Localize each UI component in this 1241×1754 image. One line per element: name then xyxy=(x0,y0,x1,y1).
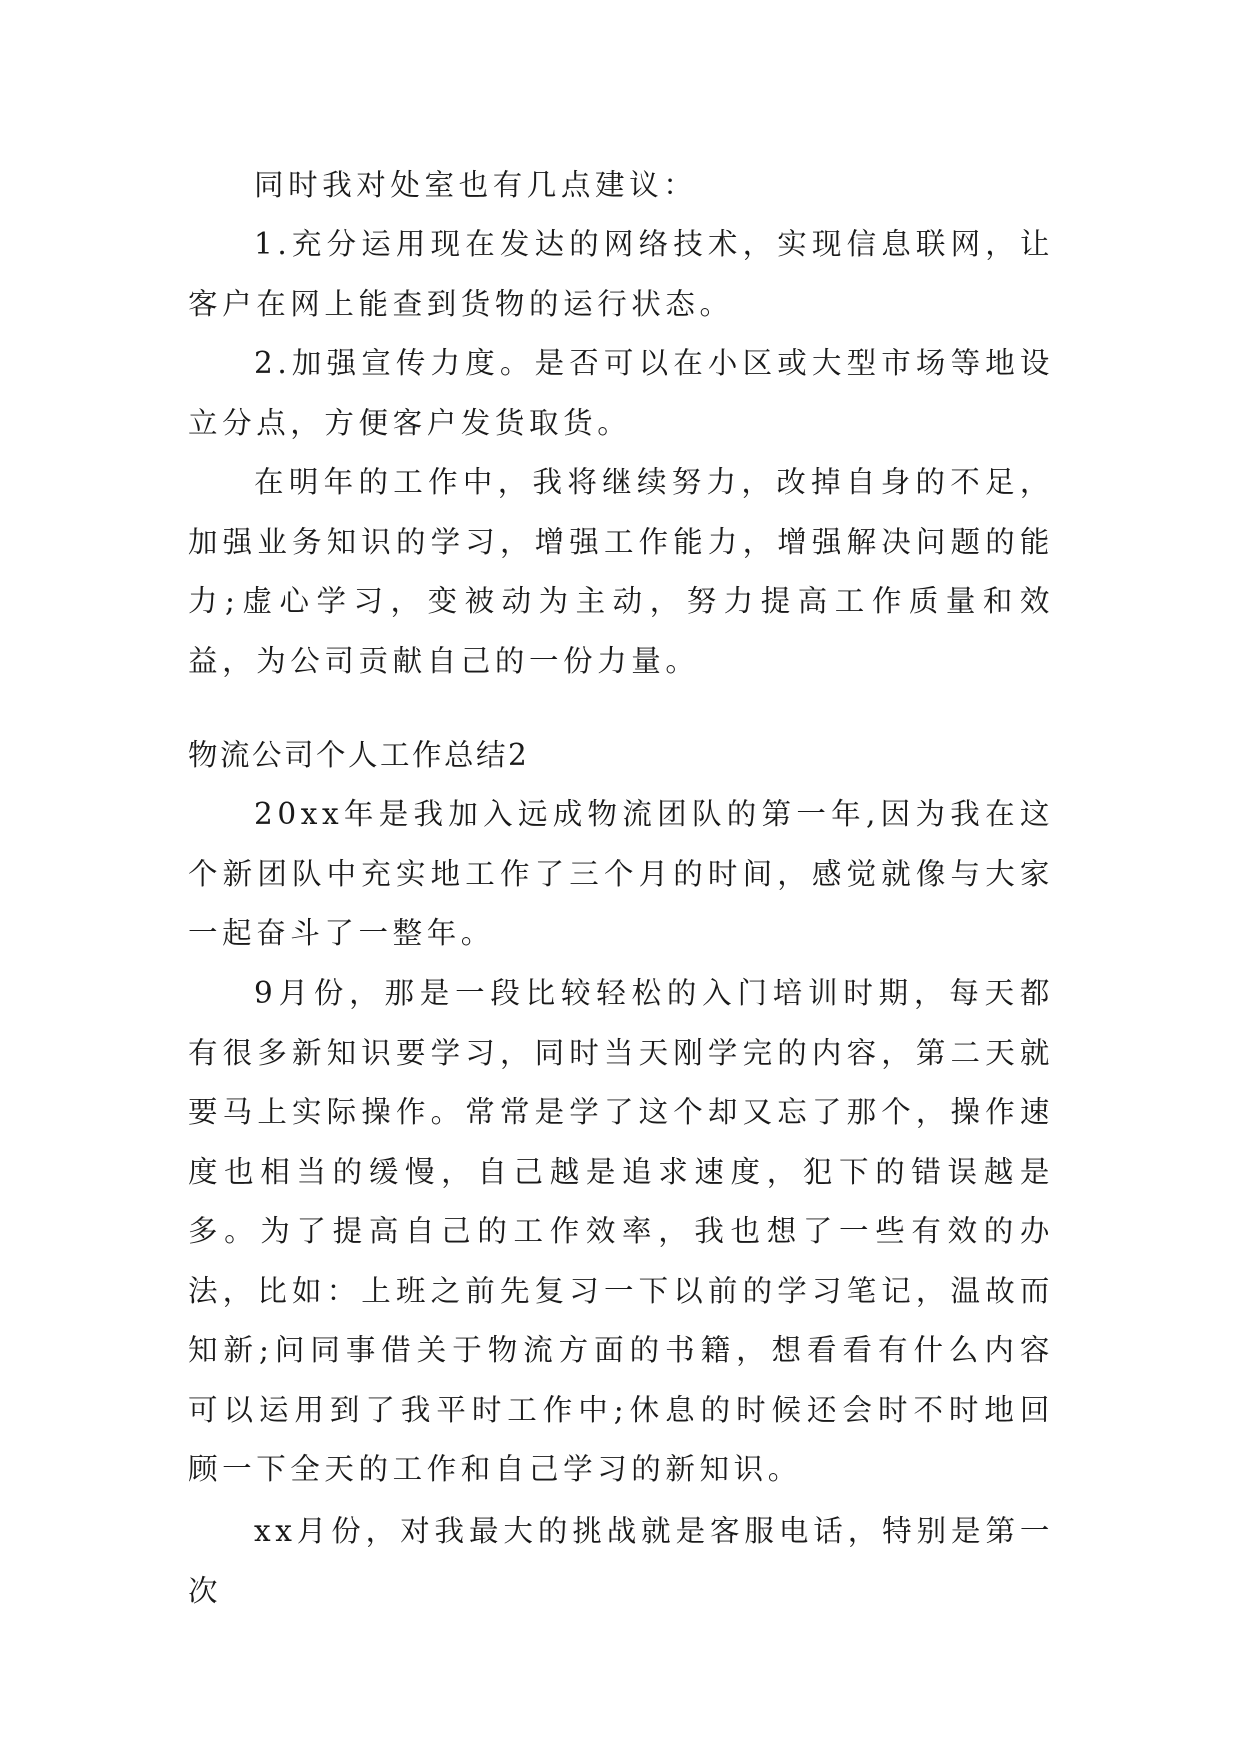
document-page xyxy=(188,0,1054,1754)
paragraph-first-year: 20xx年是我加入远成物流团队的第一年,因为我在这个新团队中充实地工作了三个月的时间，感觉就像与大家一起奋斗了一整年。 xyxy=(188,797,1054,950)
section-title: 物流公司个人工作总结2 xyxy=(188,738,530,772)
paragraph-suggestion-1: 1.充分运用现在发达的网络技术，实现信息联网，让客户在网上能查到货物的运行状态。 xyxy=(188,227,1054,321)
paragraph-next-year-plan: 在明年的工作中，我将继续努力，改掉自身的不足，加强业务知识的学习，增强工作能力，增强解决问题的能力;虚心学习，变被动为主动，努力提高工作质量和效益，为公司贡献自己的一份力量。 xyxy=(188,465,1054,678)
paragraph-suggestion-2: 2.加强宣传力度。是否可以在小区或大型市场等地设立分点，方便客户发货取货。 xyxy=(188,346,1054,440)
paragraph-month-xx: xx月份，对我最大的挑战就是客服电话，特别是第一次 xyxy=(188,1514,1054,1608)
paragraph-september: 9月份，那是一段比较轻松的入门培训时期，每天都有很多新知识要学习，同时当天刚学完的内容，第二天就要马上实际操作。常常是学了这个却又忘了那个，操作速度也相当的缓慢，自己越是追求速度，犯下的错误越是多。为了提高自己的工作效率，我也想了一些有效的办法，比如：上班之前先复习一下以前的学习笔记，温故而知新;问同事借关于物流方面的书籍，想看看有什么内容可以运用到了我平时工作中;休息的时候还会时不时地回顾一下全天的工作和自己学习的新知识。 xyxy=(188,976,1054,1486)
paragraph-suggestions-intro: 同时我对处室也有几点建议： xyxy=(254,168,698,202)
